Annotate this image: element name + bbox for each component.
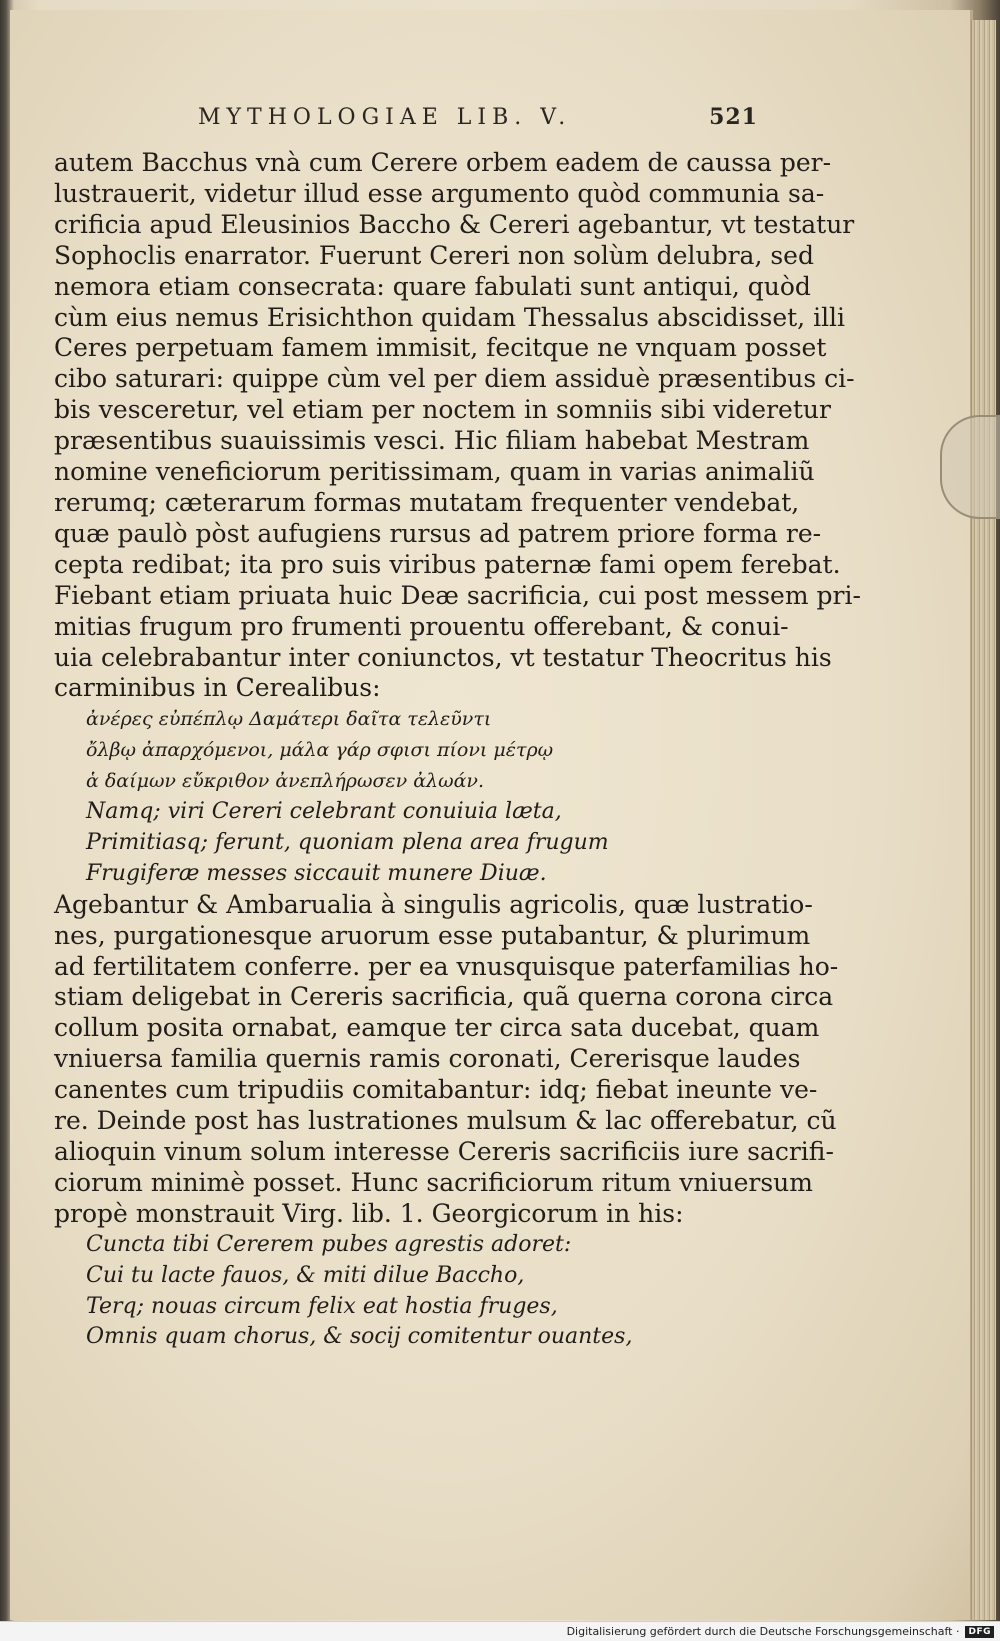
funding-credit: Digitalisierung gefördert durch die Deutsche Forschungsgemeinschaft ·: [566, 1625, 960, 1638]
text-line: uia celebrabantur inter coniunctos, vt testatur Theocritus his: [54, 642, 832, 672]
greek-verse-line: ἁ δαίμων εὔκριθον ἀνεπλήρωσεν ἀλωάν.: [86, 770, 485, 793]
text-line: cibo saturari: quippe cùm vel per diem assiduè præsentibus ci-: [54, 364, 855, 394]
text-line: cùm eius nemus Erisichthon quidam Thessalus abscidisset, illi: [54, 302, 846, 332]
text-line: Ceres perpetuam famem immisit, fecitque ne vnquam posset: [54, 333, 827, 363]
text-line: præsentibus suauissimis vesci. Hic filiam habebat Mestram: [54, 426, 810, 456]
text-line: crificia apud Eleusinios Baccho & Cereri agebantur, vt testatur: [54, 209, 855, 239]
dfg-logo-icon: DFG: [965, 1626, 994, 1638]
text-line: stiam deligebat in Cereris sacrificia, quã querna corona circa: [54, 982, 834, 1012]
text-line: nomine veneficiorum peritissimam, quam in varias animaliũ: [54, 457, 815, 487]
latin-verse-line: Omnis quam chorus, & socij comitentur ouantes,: [86, 1324, 633, 1350]
greek-verse-line: ἀνέρες εὐπέπλῳ Δαμάτερι δαῖτα τελεῦντι: [86, 708, 492, 731]
text-line: autem Bacchus vnà cum Cerere orbem eadem de caussa per-: [54, 148, 832, 177]
latin-verse-line: Cuncta tibi Cererem pubes agrestis adoret:: [86, 1231, 572, 1257]
text-line: nemora etiam consecrata: quare fabulati sunt antiqui, quòd: [54, 271, 811, 301]
text-line: rerumq; cæterarum formas mutatam frequenter vendebat,: [54, 487, 800, 517]
text-line: propè monstrauit Virg. lib. 1. Georgicorum in his:: [54, 1198, 684, 1228]
text-line: mitias frugum pro frumenti prouentu offerebant, & conui-: [54, 611, 789, 641]
greek-verse-line: ὄλβῳ ἀπαρχόμενοι, μάλα γάρ σφισι πίονι μέτρῳ: [86, 739, 554, 762]
text-line: vniuersa familia quernis ramis coronati, Cererisque laudes: [54, 1044, 801, 1074]
text-line: ciorum minimè posset. Hunc sacrificiorum ritum vniuersum: [54, 1167, 813, 1197]
digitization-footer: [0, 1621, 1000, 1641]
latin-verse-line: Terq; nouas circum felix eat hostia fruges,: [86, 1293, 558, 1319]
text-line: ad fertilitatem conferre. per ea vnusquisque paterfamilias ho-: [54, 951, 839, 981]
text-line: Fiebant etiam priuata huic Deæ sacrificia, cui post messem pri-: [54, 580, 861, 610]
page-stack-edge: [971, 20, 996, 1620]
text-line: nes, purgationesque aruorum esse putabantur, & plurimum: [54, 920, 811, 950]
main-text: [54, 148, 861, 1353]
text-line: Sophoclis enarrator. Fuerunt Cereri non solùm delubra, sed: [54, 240, 814, 270]
text-line: collum posita ornabat, eamque ter circa sata ducebat, quam: [54, 1013, 820, 1043]
folio-number: 521: [709, 104, 758, 130]
text-line: alioquin vinum solum interesse Cereris sacrificiis iure sacrifi-: [54, 1137, 834, 1166]
running-title: MYTHOLOGIAE LIB. V.: [198, 105, 572, 130]
book-clasp: [940, 415, 1000, 519]
text-line: cepta redibat; ita pro suis viribus paternæ fami opem ferebat.: [54, 549, 841, 579]
latin-verse-line: Primitiasq; ferunt, quoniam plena area frugum: [86, 829, 609, 855]
text-line: re. Deinde post has lustrationes mulsum & lac offerebatur, cũ: [54, 1106, 837, 1136]
text-line: Agebantur & Ambarualia à singulis agricolis, quæ lustratio-: [54, 889, 813, 919]
latin-verse-line: Frugiferæ messes siccauit munere Diuæ.: [86, 860, 547, 886]
latin-verse-line: Namq; viri Cereri celebrant conuiuia læta,: [86, 799, 562, 825]
text-line: lustrauerit, videtur illud esse argumento quòd communia sa-: [54, 178, 825, 208]
text-line: canentes cum tripudiis comitabantur: idq; fiebat ineunte ve-: [54, 1075, 818, 1105]
text-line: carminibus in Cerealibus:: [54, 673, 381, 703]
book-page: [10, 10, 973, 1620]
text-line: quæ paulò pòst aufugiens rursus ad patrem priore forma re-: [54, 518, 822, 548]
latin-verse-line: Cui tu lacte fauos, & miti dilue Baccho,: [86, 1262, 525, 1288]
running-header: [198, 104, 758, 130]
text-line: bis vesceretur, vel etiam per noctem in somniis sibi videretur: [54, 395, 831, 425]
